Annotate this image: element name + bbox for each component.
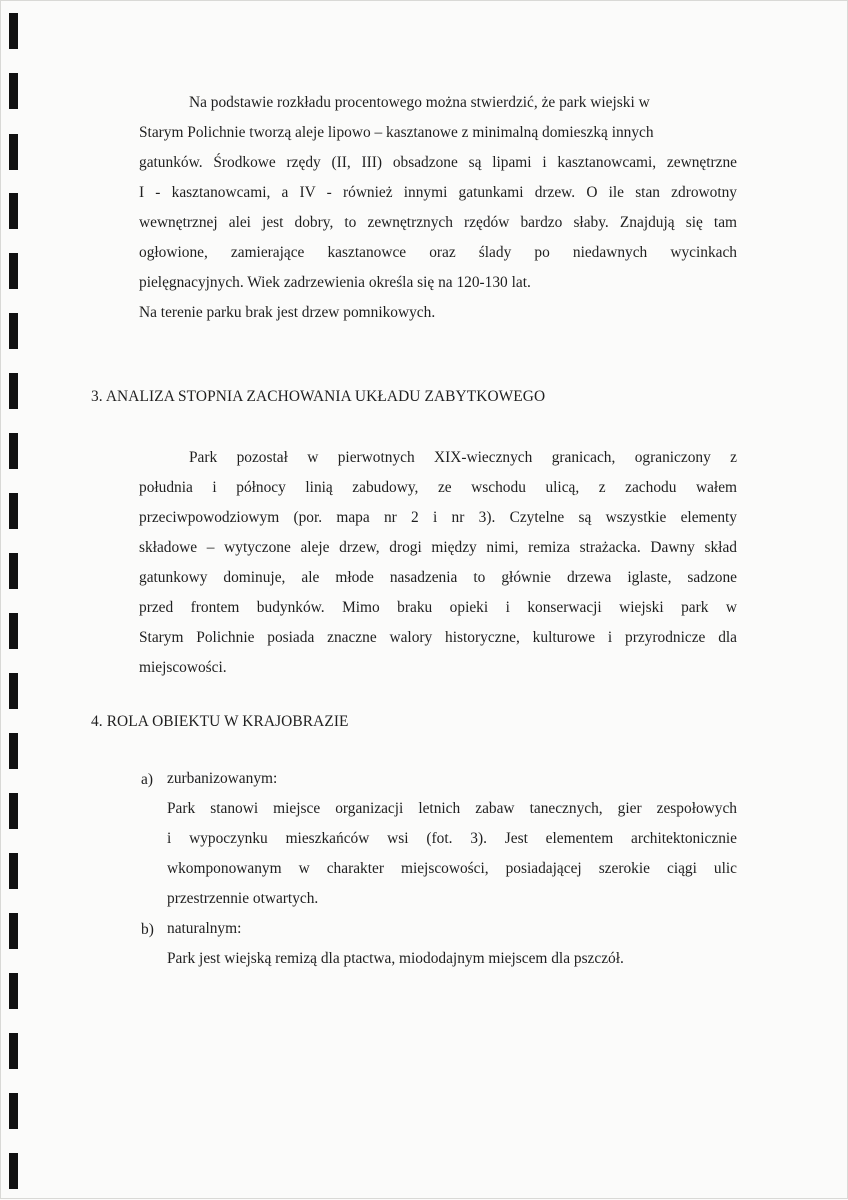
paragraph-preservation — [139, 443, 737, 683]
text-line: gatunków. Środkowe rzędy (II, III) obsadzone są lipami i kasztanowcami, zewnętrzne — [139, 154, 737, 171]
text-line: przestrzennie otwartych. — [167, 890, 319, 907]
list-item-title: zurbanizowanym: — [167, 770, 278, 787]
binding-hole — [9, 793, 18, 829]
binding-hole — [9, 1033, 18, 1069]
binding-hole — [9, 193, 18, 229]
binding-hole — [9, 1093, 18, 1129]
text-line: gatunkowy dominuje, ale młode nasadzenia to głównie drzewa iglaste, sadzone — [139, 569, 737, 586]
text-line: Park pozostał w pierwotnych XIX-wiecznych granicach, ograniczony z — [189, 449, 737, 466]
list-item-title: naturalnym: — [167, 920, 242, 937]
binding-hole — [9, 913, 18, 949]
text-line: Na podstawie rozkładu procentowego można stwierdzić, że park wiejski w — [189, 94, 650, 111]
text-line: przeciwpowodziowym (por. mapa nr 2 i nr 3). Czytelne są wszystkie elementy — [139, 509, 737, 526]
text-line: i wypoczynku mieszkańców wsi (fot. 3). Jest elementem architektonicznie — [167, 830, 737, 847]
binding-hole — [9, 313, 18, 349]
binding-hole — [9, 613, 18, 649]
section-heading-4: 4. ROLA OBIEKTU W KRAJOBRAZIE — [91, 713, 349, 730]
binding-hole — [9, 493, 18, 529]
text-line: przed frontem budynków. Mimo braku opieki i konserwacji wiejski park w — [139, 599, 737, 616]
section-heading-3: 3. ANALIZA STOPNIA ZACHOWANIA UKŁADU ZABYTKOWEGO — [91, 388, 546, 405]
list-item-urbanized — [167, 764, 737, 914]
binding-hole — [9, 73, 18, 109]
text-line: Starym Polichnie tworzą aleje lipowo – kasztanowe z minimalną domieszką innych — [139, 124, 654, 141]
paragraph-plant-composition — [139, 88, 737, 328]
binding-hole — [9, 553, 18, 589]
text-line: południa i północy linią zabudowy, ze wschodu ulicą, z zachodu wałem — [139, 479, 737, 496]
list-marker-b: b) — [141, 921, 154, 938]
binding-hole — [9, 853, 18, 889]
text-line: I - kasztanowcami, a IV - również innymi gatunkami drzew. O ile stan zdrowotny — [139, 184, 737, 201]
text-line: Park jest wiejską remizą dla ptactwa, miododajnym miejscem dla pszczół. — [167, 950, 624, 967]
text-line: Park stanowi miejsce organizacji letnich zabaw tanecznych, gier zespołowych — [167, 800, 737, 817]
text-line: Na terenie parku brak jest drzew pomnikowych. — [139, 304, 436, 321]
text-line: składowe – wytyczone aleje drzew, drogi między nimi, remiza strażacka. Dawny skład — [139, 539, 737, 556]
text-line: miejscowości. — [139, 659, 227, 676]
binding-hole — [9, 373, 18, 409]
binding-hole — [9, 733, 18, 769]
text-line: pielęgnacyjnych. Wiek zadrzewienia określa się na 120-130 lat. — [139, 274, 531, 291]
binding-hole — [9, 433, 18, 469]
binding-hole — [9, 973, 18, 1009]
text-line: ogłowione, zamierające kasztanowce oraz ślady po niedawnych wycinkach — [139, 244, 737, 261]
binding-hole — [9, 253, 18, 289]
binding-holes — [9, 1, 21, 1200]
binding-hole — [9, 1153, 18, 1189]
binding-hole — [9, 673, 18, 709]
list-marker-a: a) — [141, 771, 153, 788]
text-line: Starym Polichnie posiada znaczne walory historyczne, kulturowe i przyrodnicze dla — [139, 629, 737, 646]
list-item-natural — [167, 914, 737, 974]
binding-hole — [9, 13, 18, 49]
text-line: wkomponowanym w charakter miejscowości, posiadającej szerokie ciągi ulic — [167, 860, 737, 877]
binding-hole — [9, 134, 18, 170]
text-line: wewnętrznej alei jest dobry, to zewnętrznych rzędów bardzo słaby. Znajdują się tam — [139, 214, 737, 231]
